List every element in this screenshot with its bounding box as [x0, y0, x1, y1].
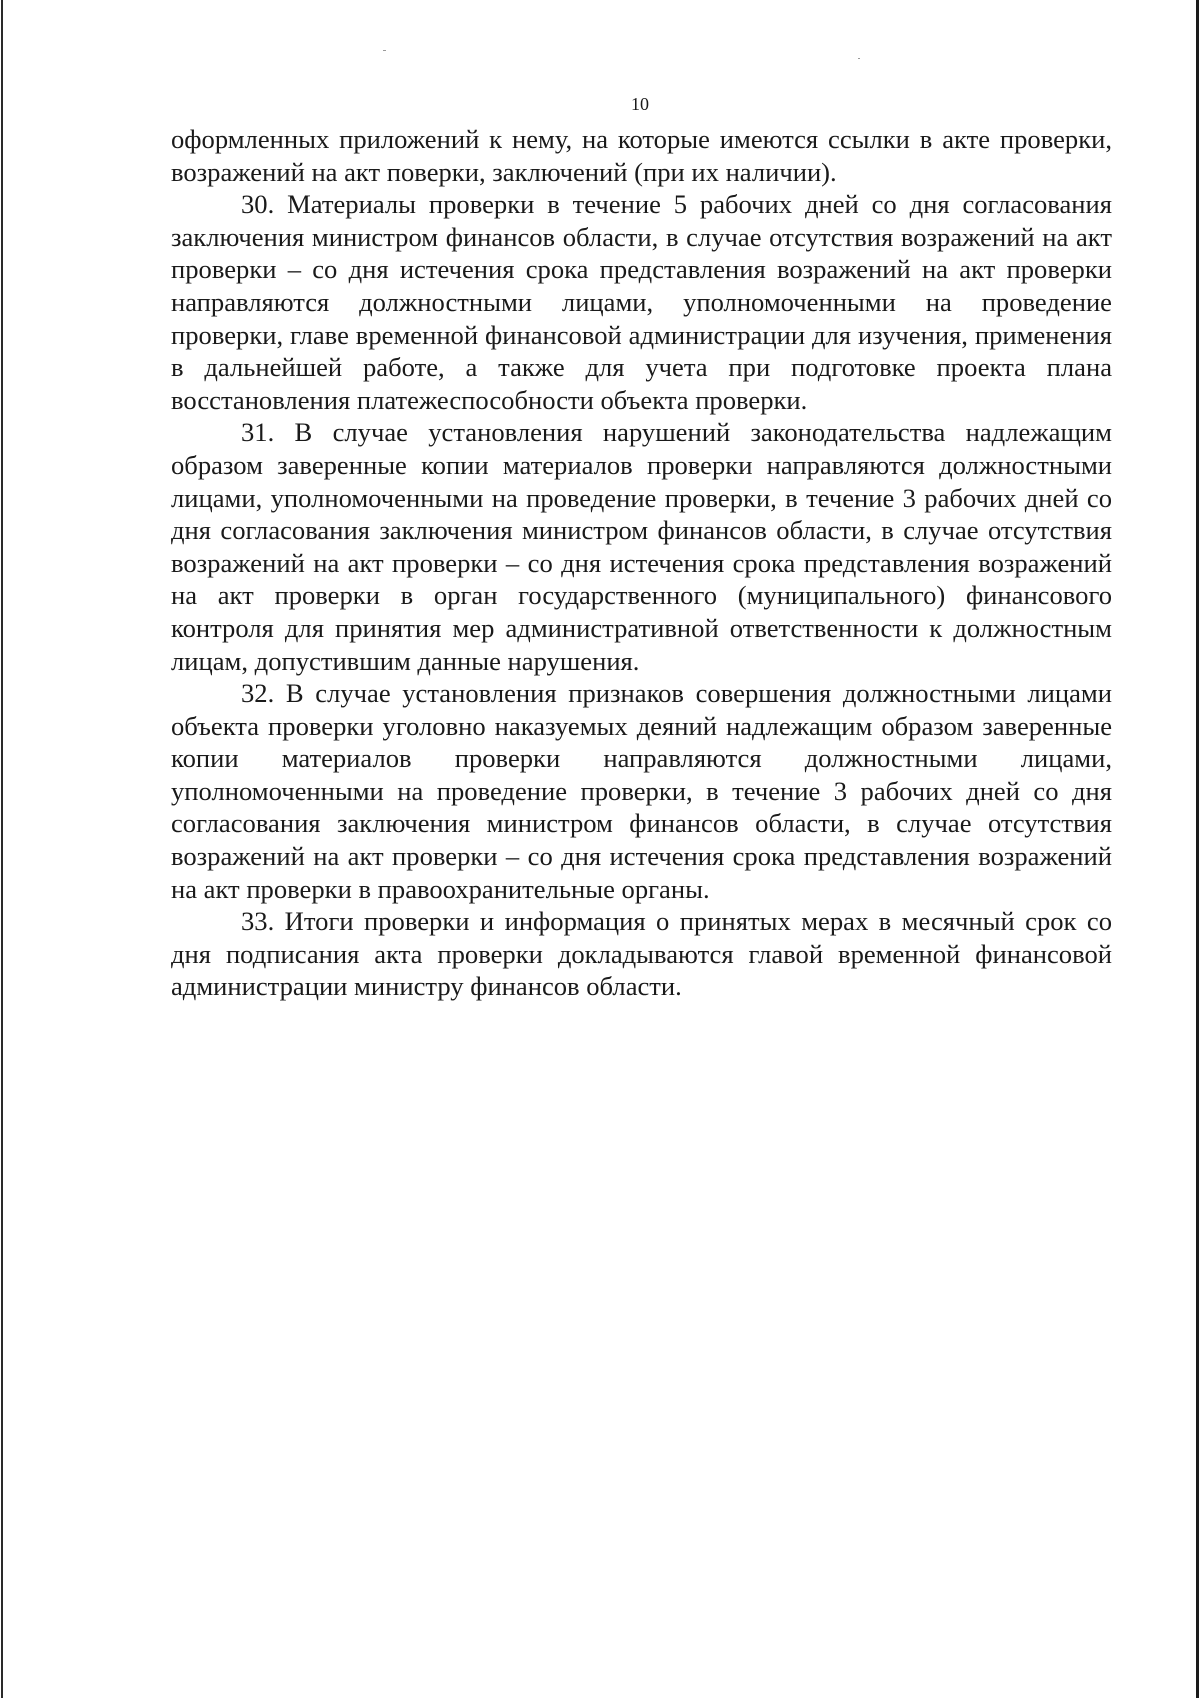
scan-edge-left: [1, 0, 3, 1698]
paragraph-31: 31. В случае установления нарушений законодательства надлежащим образом заверенные копии материалов проверки направляются должностными лицами, уполномоченными на проведение проверки, в течение 3 рабочих дней со дня согласования заключения министром финансов области, в случае отсутствия возражений на акт проверки – со дня истечения срока представления возражений на акт проверки в орган государственного (муниципального) финансового контроля для принятия мер административной ответственности к должностным лицам, допустившим данные нарушения.: [171, 417, 1112, 676]
scan-edge-right: [1196, 0, 1199, 1698]
paragraph-continuation: оформленных приложений к нему, на которые имеются ссылки в акте проверки, возражений на акт поверки, заключений (при их наличии).: [171, 124, 1112, 187]
scan-speck: [383, 50, 386, 51]
scan-speck: [858, 58, 860, 59]
page-number: 10: [631, 94, 649, 114]
paragraph-32: 32. В случае установления признаков совершения должностными лицами объекта проверки уголовно наказуемых деяний надлежащим образом заверенные копии материалов проверки направляются должностными лицами, уполномоченными на проведение проверки, в течение 3 рабочих дней со дня согласования заключения министром финансов области, в случае отсутствия возражений на акт проверки – со дня истечения срока представления возражений на акт проверки в правоохранительные органы.: [171, 678, 1112, 904]
paragraph-33: 33. Итоги проверки и информация о принятых мерах в месячный срок со дня подписания акта проверки докладываются главой временной финансовой администрации министру финансов области.: [171, 906, 1112, 1002]
document-body: [171, 123, 1112, 1003]
paragraph-30: 30. Материалы проверки в течение 5 рабочих дней со дня согласования заключения министром финансов области, в случае отсутствия возражений на акт проверки – со дня истечения срока представления возражений на акт проверки направляются должностными лицами, уполномоченными на проведение проверки, главе временной финансовой администрации для изучения, применения в дальнейшей работе, а также для учета при подготовке проекта плана восстановления платежеспособности объекта проверки.: [171, 189, 1112, 415]
